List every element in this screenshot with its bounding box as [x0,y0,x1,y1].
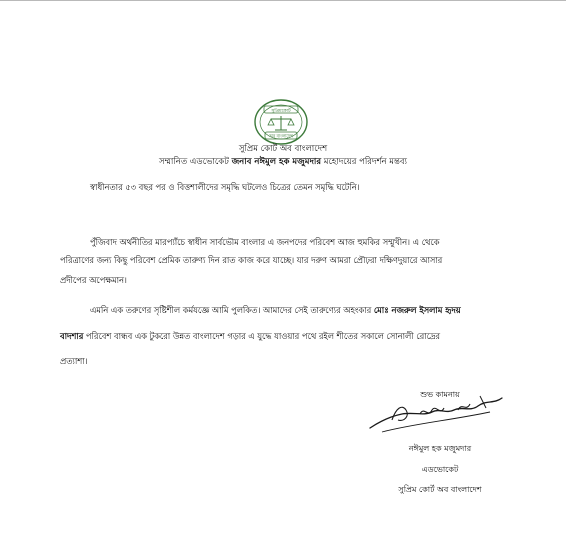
title-suffix: মহোদয়ের পরিদর্শন মন্তব্য [323,157,408,167]
paragraph-2-line-3: প্রদীপের অপেক্ষমান। [60,275,127,285]
highlight-name: মোঃ নজরুল ইসলাম হৃদয় [373,305,461,315]
signatory-organization: সুপ্রিম কোর্ট অব বাংলাদেশ [398,485,482,494]
paragraph-3-line-1-text: এমনি এক তরুণের সৃষ্টিশীল কর্মযজ্ঞে আমি পুলকিত। আমাদের সেই তারুণ্যের অহংকার [90,305,372,315]
paragraph-2-line-2: পরিত্রাণের জন্য কিছু পরিবেশ প্রেমিক তারুণ্য দিন রাত কাজ করে যাচ্ছে। যার দরুণ আমরা প্রৌঢ়রা দক্ষিণদুয়ারে আসার [60,255,443,265]
signatory-role: এডভোকেট [421,465,459,474]
paragraph-3-line-2-text: পরিবেশ বান্ধব এক টুকরো উন্নত বাংলাদেশ গড়ার এ যুদ্ধে যাওয়ার পথে রইল শীতের সকালে সোনালী রোদ্রের [85,331,440,341]
title-prefix: সম্মানিত এডভোকেট [158,157,229,167]
paragraph-3-line-2 [60,330,440,344]
top-divider [0,0,566,1]
document-title [0,155,566,169]
paragraph-2-line-1: পুঁজিবাদ অর্থনীতির মারপ্যাঁচে স্বাধীন সার্বভৌম বাংলার এ জনপদের পরিবেশ আজ হুমকির সম্মুখীন। এ থেকে [90,237,440,247]
paragraph-3-line-1 [90,304,461,318]
seal-bottom-text: অব বাংলাদেশ [269,134,293,140]
paragraph-1: স্বাধীনতার ৫৩ বছর পর ও বিত্তশালীদের সমৃদ্ধি ঘটলেও চিত্রের তেমন সমৃদ্ধি ঘটেনি। [90,182,360,192]
seal-top-text: সুপ্রিমকোর্ট [271,108,291,114]
paragraph-3-line-3: প্রত্যাশা। [60,356,88,366]
title-name: জনাব নঈমুল হক মজুমদার [231,157,322,167]
highlight-name-end: বাদশার [60,331,84,341]
signature-greeting: শুভ কামনায় [420,390,460,399]
signatory-name: নঈমুল হক মজুমদার [408,444,472,453]
handwritten-signature [362,390,512,438]
court-seal-logo [251,98,311,146]
organization-heading: সুপ্রিম কোর্ট অব বাংলাদেশ [238,144,328,154]
